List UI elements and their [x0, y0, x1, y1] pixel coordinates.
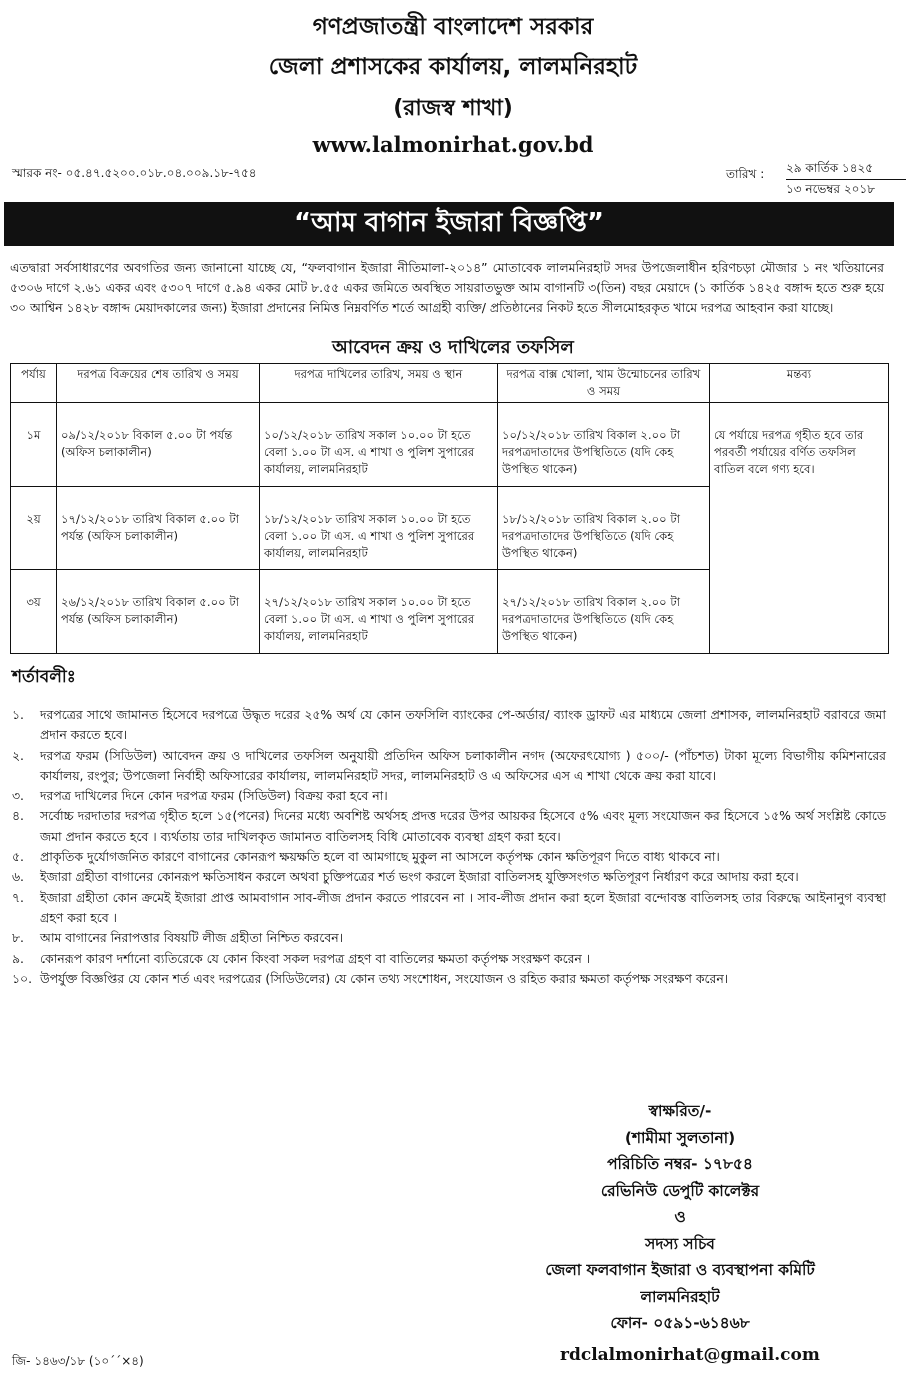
condition-number: ৫. [12, 849, 24, 865]
condition-number: ৮. [12, 930, 24, 946]
signatory-and: ও [674, 1208, 686, 1226]
date-english: ১৩ নভেম্বর ২০১৮ [786, 179, 906, 201]
condition-text: দরপত্রের সাথে জামানত হিসেবে দরপত্রে উদ্ধৃত দরের ২৫% অর্থ যে কোন তফসিলি ব্যাংকের পে-অর্ডার/ ব্যাংক ড্রাফট এর মাধ্যমে জেলা প্রশাসক, লালমনিরহাট বরাবরে জমা প্রদান করতে হবে। [40, 707, 886, 743]
header-sale-deadline: দরপত্র বিক্রয়ের শেষ তারিখ ও সময় [57, 364, 260, 403]
condition-item [12, 928, 886, 948]
conditions-title: শর্তাবলীঃ [12, 667, 76, 687]
signature-block [470, 1098, 890, 1337]
table-row [11, 403, 889, 487]
row-phase: ২য় [11, 486, 57, 570]
branch-title: (রাজস্ব শাখা) [393, 96, 513, 121]
conditions-list [12, 705, 886, 989]
website-link[interactable]: www.lalmonirhat.gov.bd [312, 132, 594, 157]
condition-number: ৩. [12, 788, 24, 804]
condition-text: কোনরূপ কারণ দর্শানো ব্যতিরেকে যে কোন কিংবা সকল দরপত্র গ্রহণ বা বাতিলের ক্ষমতা কর্তৃপক্ষ সংরক্ষণ করেন । [40, 950, 591, 966]
signatory-place: লালমনিরহাট [640, 1287, 720, 1306]
header-phase: পর্যায় [11, 364, 57, 403]
signatory-id: পরিচিতি নম্বর- ১৭৮৫৪ [607, 1155, 753, 1173]
condition-text: আম বাগানের নিরাপত্তার বিষয়টি লীজ গ্রহীতা নিশ্চিত করবেন। [40, 930, 344, 946]
signatory-phone: ফোন- ০৫৯১-৬১৪৬৮ [610, 1314, 750, 1332]
row-submit: ১০/১২/২০১৮ তারিখ সকাল ১০.০০ টা হতে বেলা ১.০০ টা এস. এ শাখা ও পুলিশ সুপারের কার্যালয়, লালমনিরহাট [260, 403, 498, 487]
row-open: ১৮/১২/২০১৮ তারিখ বিকাল ২.০০ টা দরপত্রদাতাদের উপস্থিতিতে (যদি কেহ উপস্থিত থাকেন) [498, 486, 710, 570]
condition-number: ১০. [12, 970, 33, 986]
condition-number: ৭. [12, 889, 24, 905]
header-submission: দরপত্র দাখিলের তারিখ, সময় ও স্থান [260, 364, 498, 403]
table-title: আবেদন ক্রয় ও দাখিলের তফসিল [332, 337, 574, 358]
condition-number: ২. [12, 747, 24, 763]
schedule-table [10, 363, 889, 654]
condition-text: ইজারা গ্রহীতা বাগানের কোনরূপ ক্ষতিসাধন করলে অথবা চুক্তিপত্রের শর্ত ভংগ করলে ইজারা বাতিলসহ যুক্তিসংগত ক্ষতিপূরণ নির্ধারণ করে আদায় করা হবে। [40, 869, 799, 885]
row-phase: ১ম [11, 403, 57, 487]
condition-number: ৬. [12, 869, 24, 885]
memo-number: স্মারক নং- ০৫.৪৭.৫২০০.০১৮.০৪.০০৯.১৮-৭৫৪ [12, 166, 257, 180]
condition-text: সর্বোচ্চ দরদাতার দরপত্র গৃহীত হলে ১৫(পনের) দিনের মধ্যে অবশিষ্ট অর্থসহ প্রদত্ত দরের উপর আয়কর হিসেবে ৫% এবং মূল্য সংযোজন কর হিসেবে ১৫% অর্থ সংশ্লিষ্ট কোডে জমা প্রদান করতে হবে । ব্যর্থতায় তার দাখিলকৃত জামানত বাতিলসহ বিধি মোতাবেক ব্যবস্থা গ্রহণ করা হবে। [40, 808, 886, 844]
notice-banner: “আম বাগান ইজারা বিজ্ঞপ্তি” [4, 202, 894, 246]
signatory-role: সদস্য সচিব [645, 1234, 715, 1253]
row-phase: ৩য় [11, 570, 57, 654]
row-open: ২৭/১২/২০১৮ তারিখ বিকাল ২.০০ টা দরপত্রদাতাদের উপস্থিতিতে (যদি কেহ উপস্থিত থাকেন) [498, 570, 710, 654]
row-submit: ১৮/১২/২০১৮ তারিখ সকাল ১০.০০ টা হতে বেলা ১.০০ টা এস. এ শাখা ও পুলিশ সুপারের কার্যালয়, লালমনিরহাট [260, 486, 498, 570]
condition-item [12, 746, 886, 787]
condition-item [12, 786, 886, 806]
signatory-committee: জেলা ফলবাগান ইজারা ও ব্যবস্থাপনা কমিটি [545, 1261, 815, 1279]
condition-text: ইজারা গ্রহীতা কোন ক্রমেই ইজারা প্রাপ্ত আমবাগান সাব-লীজ প্রদান করতে পারবেন না । সাব-লীজ প্রদান করা হলে ইজারা বন্দোবস্ত বাতিলসহ তার বিরুদ্ধে আইনানুগ ব্যবস্থা গ্রহণ করা হবে । [40, 889, 886, 925]
signatory-name: (শামীমা সুলতানা) [624, 1128, 736, 1147]
row-sale: ০৯/১২/২০১৮ বিকাল ৫.০০ টা পর্যন্ত (অফিস চলাকালীন) [57, 403, 260, 487]
condition-number: ৪. [12, 808, 24, 824]
condition-number: ৯. [12, 950, 24, 966]
date-label: তারিখ : [726, 167, 765, 181]
header-remarks: মন্তব্য [710, 364, 889, 403]
condition-text: দরপত্র দাখিলের দিনে কোন দরপত্র ফরম (সিডিউল) বিক্রয় করা হবে না। [40, 788, 388, 804]
condition-text: প্রাকৃতিক দুর্যোগজনিত কারণে বাগানের কোনরূপ ক্ষয়ক্ষতি হলে বা আমগাছে মুকুল না আসলে কর্তৃপক্ষ কোন ক্ষতিপূরণ দিতে বাধ্য থাকবে না। [40, 849, 720, 865]
signatory-title: রেভিনিউ ডেপুটি কালেক্টর [600, 1181, 760, 1200]
condition-item [12, 705, 886, 746]
row-sale: ১৭/১২/২০১৮ তারিখ বিকাল ৫.০০ টা পর্যন্ত (অফিস চলাকালীন) [57, 486, 260, 570]
condition-item [12, 969, 886, 989]
row-submit: ২৭/১২/২০১৮ তারিখ সকাল ১০.০০ টা হতে বেলা ১.০০ টা এস. এ শাখা ও পুলিশ সুপারের কার্যালয়, লালমনিরহাট [260, 570, 498, 654]
condition-item [12, 847, 886, 867]
condition-number: ১. [12, 707, 24, 722]
govt-title: গণপ্রজাতন্ত্রী বাংলাদেশ সরকার [312, 14, 594, 40]
condition-item [12, 806, 886, 847]
header-opening: দরপত্র বাক্স খোলা, খাম উন্মোচনের তারিখ ও সময় [498, 364, 710, 403]
intro-paragraph: এতদ্বারা সর্বসাধারণের অবগতির জন্য জানানো যাচ্ছে যে, “ফলবাগান ইজারা নীতিমালা-২০১৪” মোতাবেক লালমনিরহাট সদর উপজেলাধীন হরিণচড়া মৌজার ১ নং খতিয়ানের ৫৩০৬ দাগে ২.৬১ একর এবং ৫৩০৭ দাগে ৫.৯৪ একর মোট ৮.৫৫ একর জমিতে অবস্থিত সায়রাতভুক্ত আম বাগানটি ৩(তিন) বছর মেয়াদে (১ কার্তিক ১৪২৫ বঙ্গাব্দ হতে শুরু হয়ে ৩০ আশ্বিন ১৪২৮ বঙ্গাব্দ মেয়াদকালের জন্য) ইজারা প্রদানের নিমিত্ত নিম্নবর্ণিত শর্তে আগ্রহী ব্যক্তি/ প্রতিষ্ঠানের নিকট হতে সীলমোহরকৃত খামে দরপত্র আহবান করা যাচ্ছে। [10, 260, 884, 315]
date-bangla: ২৯ কার্তিক ১৪২৫ [786, 161, 874, 175]
condition-text: দরপত্র ফরম (সিডিউল) আবেদন ক্রয় ও দাখিলের তফসিল অনুযায়ী প্রতিদিন অফিস চলাকালীন নগদ (অফেরৎযোগ্য ) ৫০০/- (পাঁচশত) টাকা মূল্যে বিভাগীয় কমিশনারের কার্যালয়, রংপুর; উপজেলা নির্বাহী অফিসারের কার্যালয়, লালমনিরহাট সদর, লালমনিরহাট ও এ অফিসের এস এ শাখা থেকে ক্রয় করা যাবে। [40, 747, 886, 783]
table-header-row [11, 364, 889, 403]
condition-item [12, 949, 886, 969]
condition-item [12, 888, 886, 929]
condition-item [12, 867, 886, 887]
signed-mark: স্বাক্ষরিত/- [648, 1102, 712, 1120]
condition-text: উপর্যুক্ত বিজ্ঞপ্তির যে কোন শর্ত এবং দরপত্রের (সিডিউলের) যে কোন তথ্য সংশোধন, সংযোজন ও রহিত করার ক্ষমতা কর্তৃপক্ষ সংরক্ষণ করেন। [40, 970, 729, 986]
row-sale: ২৬/১২/২০১৮ তারিখ বিকাল ৫.০০ টা পর্যন্ত (অফিস চলাকালীন) [57, 570, 260, 654]
row-open: ১০/১২/২০১৮ তারিখ বিকাল ২.০০ টা দরপত্রদাতাদের উপস্থিতিতে (যদি কেহ উপস্থিত থাকেন) [498, 403, 710, 487]
row-remark: যে পর্যায়ে দরপত্র গৃহীত হবে তার পরবর্তী পর্যায়ের বর্ণিত তফসিল বাতিল বলে গণ্য হবে। [710, 403, 889, 654]
office-title: জেলা প্রশাসকের কার্যালয়, লালমনিরহাট [268, 54, 638, 80]
print-code: জি- ১৪৬৩/১৮ (১০´´×৪) [12, 1354, 144, 1368]
contact-email[interactable]: rdclalmonirhat@gmail.com [560, 1345, 820, 1365]
